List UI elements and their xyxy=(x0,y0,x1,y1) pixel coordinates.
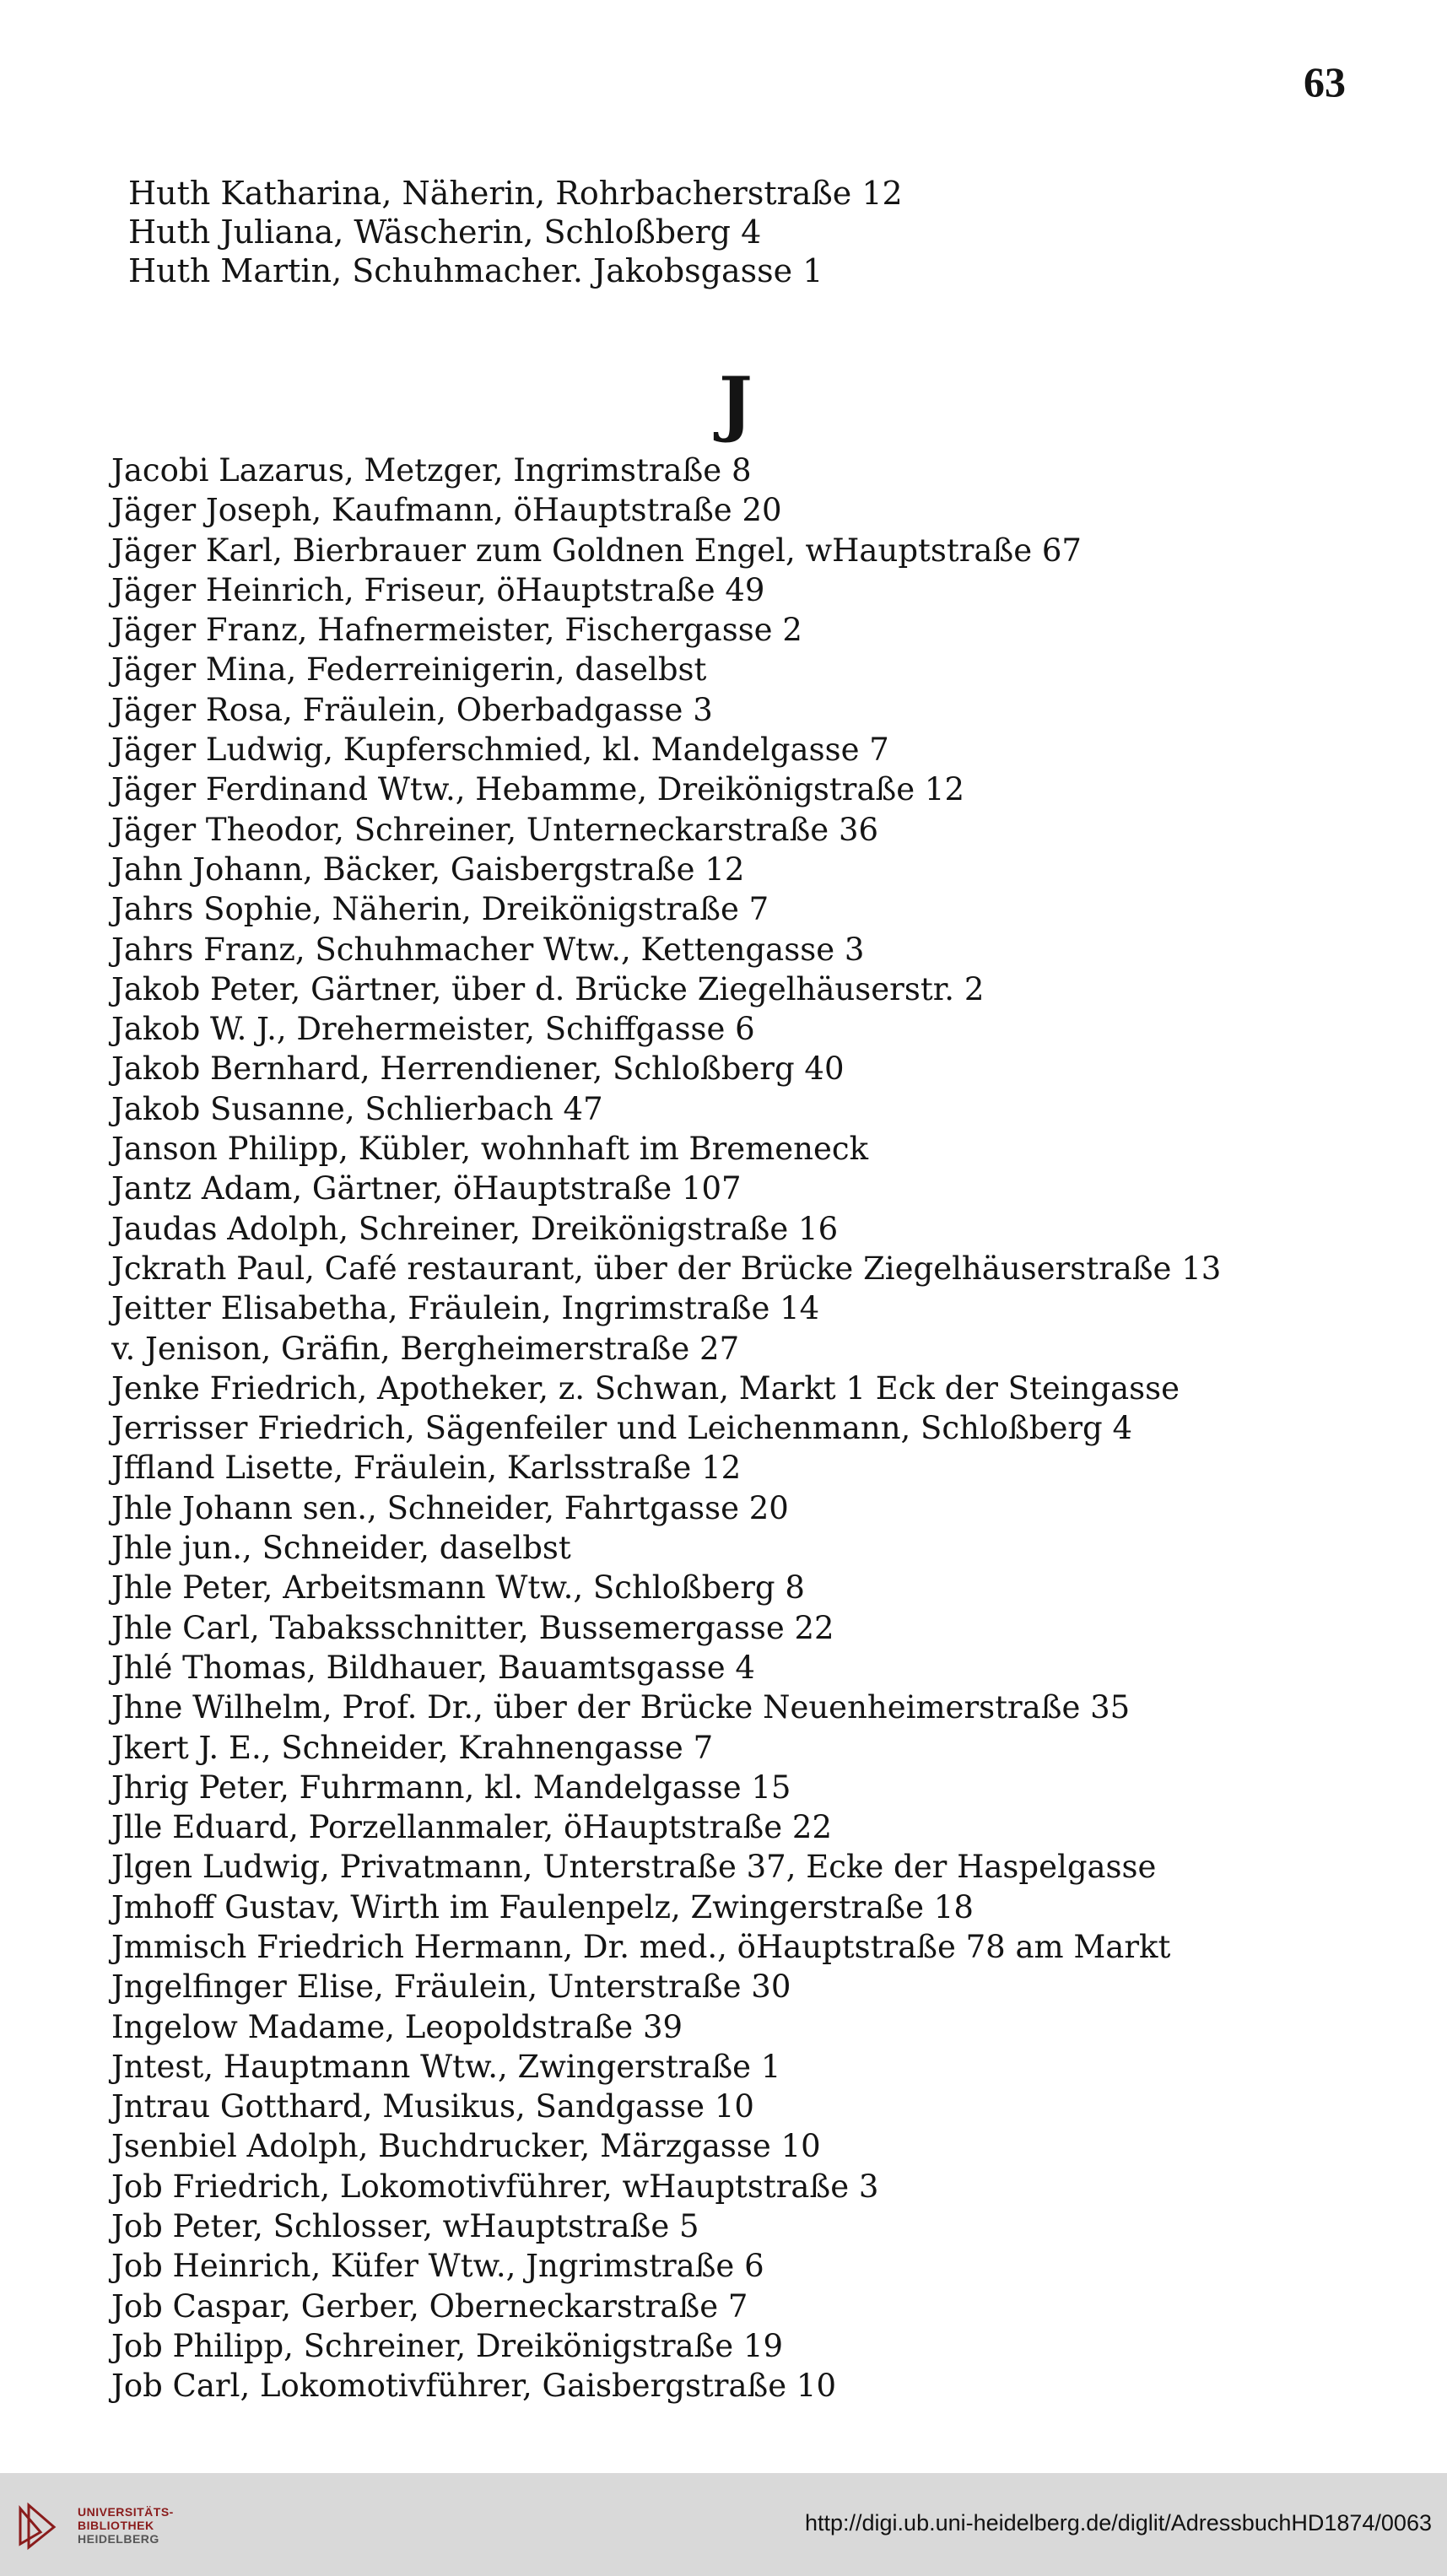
section-heading: J xyxy=(719,361,753,445)
list-item: Job Friedrich, Lokomotivführer, wHauptstraße 3 xyxy=(111,2168,879,2205)
list-item: Jäger Rosa, Fräulein, Oberbadgasse 3 xyxy=(111,691,713,728)
list-item: Jffland Lisette, Fräulein, Karlsstraße 12 xyxy=(111,1450,742,1487)
list-item: Jantz Adam, Gärtner, öHauptstraße 107 xyxy=(111,1170,742,1207)
list-item: Jahn Johann, Bäcker, Gaisbergstraße 12 xyxy=(111,851,745,888)
library-name xyxy=(78,2505,174,2546)
list-item: Jäger Ferdinand Wtw., Hebamme, Dreikönigstraße 12 xyxy=(111,771,964,808)
list-item: v. Jenison, Gräfin, Bergheimerstraße 27 xyxy=(111,1330,740,1367)
list-item: Huth Juliana, Wäscherin, Schloßberg 4 xyxy=(128,213,762,251)
list-item: Jhne Wilhelm, Prof. Dr., über der Brücke Neuenheimerstraße 35 xyxy=(111,1689,1131,1726)
list-item: Ingelow Madame, Leopoldstraße 39 xyxy=(111,2008,683,2045)
list-item: Job Caspar, Gerber, Oberneckarstraße 7 xyxy=(111,2287,748,2325)
list-item: Job Heinrich, Küfer Wtw., Jngrimstraße 6 xyxy=(111,2248,764,2285)
library-name-line: UNIVERSITÄTS- xyxy=(78,2505,174,2519)
list-item: Jakob Peter, Gärtner, über d. Brücke Ziegelhäuserstr. 2 xyxy=(111,970,985,1007)
list-item: Huth Martin, Schuhmacher. Jakobsgasse 1 xyxy=(128,252,823,289)
list-item: Jlgen Ludwig, Privatmann, Unterstraße 37, Ecke der Haspelgasse xyxy=(111,1849,1157,1886)
list-item: Job Philipp, Schreiner, Dreikönigstraße 19 xyxy=(111,2327,784,2364)
list-item: Jacobi Lazarus, Metzger, Ingrimstraße 8 xyxy=(111,452,752,489)
list-item: Huth Katharina, Näherin, Rohrbacherstraße 12 xyxy=(128,175,903,212)
list-item: Jäger Karl, Bierbrauer zum Goldnen Engel, wHauptstraße 67 xyxy=(111,532,1082,569)
list-item: Jhle jun., Schneider, daselbst xyxy=(111,1530,571,1567)
top-entries-list xyxy=(128,174,903,290)
list-item: Job Carl, Lokomotivführer, Gaisbergstraße 10 xyxy=(111,2368,837,2405)
list-item: Jaudas Adolph, Schreiner, Dreikönigstraße 16 xyxy=(111,1210,839,1247)
list-item: Jeitter Elisabetha, Fräulein, Ingrimstraße 14 xyxy=(111,1290,820,1327)
list-item: Jäger Heinrich, Friseur, öHauptstraße 49 xyxy=(111,571,765,608)
list-item: Jäger Mina, Federreinigerin, daselbst xyxy=(111,651,707,689)
list-item: Jkert J. E., Schneider, Krahnengasse 7 xyxy=(111,1729,714,1766)
list-item: Jäger Franz, Hafnermeister, Fischergasse 2 xyxy=(111,612,802,649)
list-item: Jngelfinger Elise, Fräulein, Unterstraße 30 xyxy=(111,1968,791,2006)
library-name-line: BIBLIOTHEK xyxy=(78,2519,154,2532)
list-item: Jäger Joseph, Kaufmann, öHauptstraße 20 xyxy=(111,492,782,529)
list-item: Jntrau Gotthard, Musikus, Sandgasse 10 xyxy=(111,2088,754,2125)
page-number: 63 xyxy=(1304,58,1346,105)
library-name-line: HEIDELBERG xyxy=(78,2532,159,2546)
list-item: Jckrath Paul, Café restaurant, über der Brücke Ziegelhäuserstraße 13 xyxy=(111,1250,1222,1287)
list-item: Jäger Ludwig, Kupferschmied, kl. Mandelgasse 7 xyxy=(111,732,889,769)
list-item: Jhle Peter, Arbeitsmann Wtw., Schloßberg 8 xyxy=(111,1569,805,1607)
list-item: Jenke Friedrich, Apotheker, z. Schwan, Markt 1 Eck der Steingasse xyxy=(111,1369,1180,1407)
list-item: Jäger Theodor, Schreiner, Unterneckarstraße 36 xyxy=(111,811,879,848)
list-item: Jmhoff Gustav, Wirth im Faulenpelz, Zwingerstraße 18 xyxy=(111,1888,974,1925)
list-item: Jerrisser Friedrich, Sägenfeiler und Leichenmann, Schloßberg 4 xyxy=(111,1410,1133,1447)
list-item: Jakob Bernhard, Herrendiener, Schloßberg 40 xyxy=(111,1050,845,1088)
list-item: Jhlé Thomas, Bildhauer, Bauamtsgasse 4 xyxy=(111,1649,755,1686)
list-item: Jntest, Hauptmann Wtw., Zwingerstraße 1 xyxy=(111,2048,781,2085)
list-item: Jahrs Franz, Schuhmacher Wtw., Kettengasse 3 xyxy=(111,931,865,968)
library-logo-icon xyxy=(15,2502,59,2551)
footer-bar xyxy=(0,2473,1447,2576)
source-url-link[interactable]: http://digi.ub.uni-heidelberg.de/diglit/AdressbuchHD1874/0063 xyxy=(804,2510,1432,2535)
list-item: Jahrs Sophie, Näherin, Dreikönigstraße 7 xyxy=(111,891,769,928)
list-item: Jsenbiel Adolph, Buchdrucker, Märzgasse 10 xyxy=(111,2128,821,2165)
list-item: Janson Philipp, Kübler, wohnhaft im Bremeneck xyxy=(111,1131,869,1168)
list-item: Jhle Johann sen., Schneider, Fahrtgasse 20 xyxy=(111,1489,789,1526)
list-item: Jhrig Peter, Fuhrmann, kl. Mandelgasse 15 xyxy=(111,1769,791,1806)
list-item: Jhle Carl, Tabaksschnitter, Bussemergasse 22 xyxy=(111,1609,834,1646)
list-item: Jakob Susanne, Schlierbach 47 xyxy=(111,1090,603,1127)
list-item: Jakob W. J., Drehermeister, Schiffgasse 6 xyxy=(111,1011,755,1048)
address-list xyxy=(111,451,1221,2406)
list-item: Jmmisch Friedrich Hermann, Dr. med., öHauptstraße 78 am Markt xyxy=(111,1928,1171,1965)
list-item: Jlle Eduard, Porzellanmaler, öHauptstraße 22 xyxy=(111,1809,832,1846)
list-item: Job Peter, Schlosser, wHauptstraße 5 xyxy=(111,2208,699,2245)
